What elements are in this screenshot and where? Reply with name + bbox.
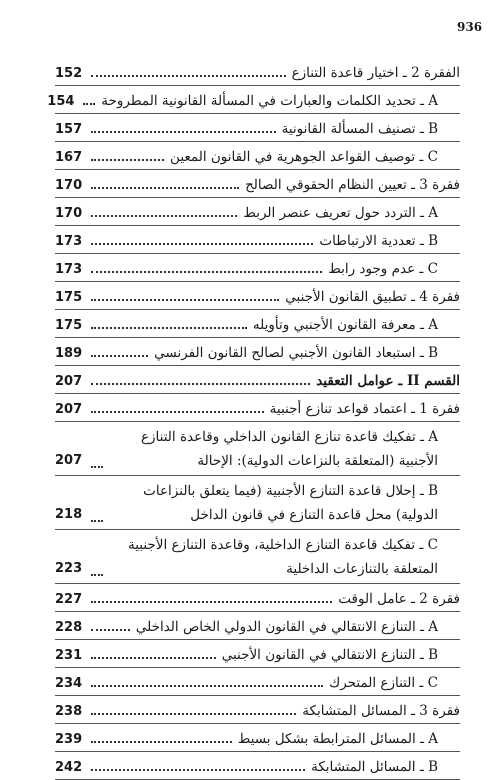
- dot-leader: [91, 355, 148, 357]
- toc-entry: [55, 142, 460, 170]
- toc-entry: [55, 310, 460, 338]
- toc-entry-page: 173: [55, 234, 83, 249]
- dot-leader: [91, 411, 264, 413]
- toc-entry-page: 242: [55, 760, 83, 775]
- toc-entry-page: 170: [55, 206, 83, 221]
- toc-entry: [55, 338, 460, 366]
- toc-entry-title: C ـ التنازع المتحرك: [329, 675, 438, 691]
- dot-leader: [91, 713, 296, 715]
- toc-entry-page: 167: [55, 150, 83, 165]
- toc-entry-page: 170: [55, 178, 83, 193]
- toc-entry: [55, 724, 460, 752]
- toc-entry: [55, 752, 460, 780]
- toc-entry: [55, 254, 460, 282]
- dot-leader: [91, 383, 310, 385]
- toc-entry: [47, 86, 460, 114]
- toc-entry-page: 228: [55, 620, 83, 635]
- toc-entry: [55, 394, 460, 422]
- toc-entry: [55, 530, 460, 584]
- toc-entry-title: فقرة 2 ـ عامل الوقت: [338, 591, 460, 607]
- toc-entry: [55, 114, 460, 142]
- toc-entry: [55, 226, 460, 254]
- toc-entry-title: C ـ تفكيك قاعدة التنازع الداخلية، وقاعدة التنازع الأجنبية المتعلقة بالتنازعات الداخلية: [127, 537, 438, 577]
- toc-entry: [55, 422, 460, 476]
- toc-entry: [55, 282, 460, 310]
- toc-entry-title: فقرة 3 ـ تعيين النظام الحقوقي الصالح: [245, 177, 460, 193]
- toc-entry-page: 175: [55, 290, 83, 305]
- toc-entry-title: B ـ إحلال قاعدة التنازع الأجنبية (فيما يتعلق بالنزاعات الدولية) محل قاعدة التنازع في قانون الداخل: [143, 483, 438, 523]
- toc-entry-title: A ـ التنازع الانتقالي في القانون الدولي الخاص الداخلي: [135, 619, 438, 635]
- dot-leader: [91, 271, 322, 273]
- toc-entry-page: 152: [55, 66, 83, 81]
- toc-entry-page: 234: [55, 676, 83, 691]
- toc-entry-page: 189: [55, 346, 83, 361]
- dot-leader: [91, 75, 286, 77]
- toc-entry-title: B ـ تعددية الارتباطات: [319, 233, 438, 249]
- toc-entry-title: A ـ التردد حول تعريف عنصر الربط: [243, 205, 438, 221]
- dot-leader: [91, 187, 239, 189]
- toc-entry: [55, 584, 460, 612]
- toc-entry-page: 231: [55, 648, 83, 663]
- table-of-contents: [47, 58, 460, 780]
- toc-entry-title: A ـ تحديد الكلمات والعبارات في المسألة القانونية المطروحة: [101, 93, 438, 109]
- toc-entry-page: 154: [47, 94, 75, 109]
- toc-entry-page: 207: [55, 453, 83, 468]
- dot-leader: [83, 103, 95, 105]
- toc-entry-title: C ـ عدم وجود رابط: [328, 261, 438, 277]
- toc-entry: [55, 612, 460, 640]
- page-number: 936: [457, 20, 483, 34]
- dot-leader: [91, 574, 103, 576]
- toc-entry-title: A ـ المسائل المترابطة بشكل بسيط: [237, 731, 438, 747]
- toc-entry: [55, 198, 460, 226]
- toc-entry-title: B ـ المسائل المتشابكة: [311, 759, 438, 775]
- toc-entry-title: فقرة 4 ـ تطبيق القانون الأجنبي: [285, 289, 460, 305]
- dot-leader: [91, 215, 237, 217]
- toc-entry-page: 207: [55, 374, 83, 389]
- toc-entry-title: B ـ استبعاد القانون الأجنبي لصالح القانون الفرنسي: [154, 345, 438, 361]
- toc-entry-page: 239: [55, 732, 83, 747]
- toc-entry-page: 207: [55, 402, 83, 417]
- toc-entry-page: 227: [55, 592, 83, 607]
- dot-leader: [91, 520, 103, 522]
- toc-entry: [55, 366, 460, 394]
- dot-leader: [91, 741, 232, 743]
- toc-entry: [55, 668, 460, 696]
- toc-entry-title: الفقرة 2 ـ اختيار قاعدة التنازع: [291, 65, 460, 81]
- toc-entry-title: B ـ تصنيف المسألة القانونية: [281, 121, 438, 137]
- dot-leader: [91, 327, 247, 329]
- toc-entry-page: 173: [55, 262, 83, 277]
- toc-entry-title: A ـ تفكيك قاعدة تنازع القانون الداخلي وقاعدة التنازع الأجنبية (المتعلقة بالنزاعات الدولية): الإحالة: [140, 429, 438, 469]
- dot-leader: [91, 131, 276, 133]
- dot-leader: [91, 299, 279, 301]
- toc-entry-title: القسم II ـ عوامل التعقيد: [316, 373, 460, 389]
- toc-entry-title: فقرة 1 ـ اعتماد قواعد تنازع أجنبية: [269, 401, 460, 417]
- toc-entry-page: 238: [55, 704, 83, 719]
- dot-leader: [91, 657, 216, 659]
- toc-entry: [55, 170, 460, 198]
- dot-leader: [91, 601, 332, 603]
- toc-entry: [55, 640, 460, 668]
- toc-entry: [55, 696, 460, 724]
- toc-entry-page: 157: [55, 122, 83, 137]
- toc-entry-title: A ـ معرفة القانون الأجنبي وتأويله: [252, 317, 438, 333]
- dot-leader: [91, 769, 305, 771]
- toc-entry-page: 218: [55, 507, 83, 522]
- dot-leader: [91, 466, 103, 468]
- dot-leader: [91, 685, 323, 687]
- dot-leader: [91, 243, 313, 245]
- dot-leader: [91, 629, 130, 631]
- toc-entry-title: B ـ التنازع الانتقالي في القانون الأجنبي: [221, 647, 438, 663]
- toc-entry-title: C ـ توصيف القواعد الجوهرية في القانون المعين: [170, 149, 438, 165]
- dot-leader: [91, 159, 164, 161]
- toc-entry-title: فقرة 3 ـ المسائل المتشابكة: [302, 703, 460, 719]
- toc-entry: [55, 58, 460, 86]
- toc-entry-page: 175: [55, 318, 83, 333]
- toc-entry-page: 223: [55, 561, 83, 576]
- toc-entry: [55, 476, 460, 530]
